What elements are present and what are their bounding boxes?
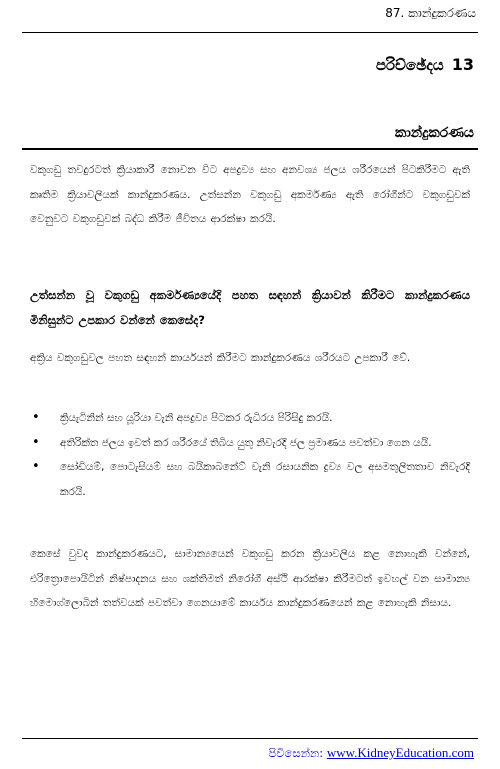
footer (268, 745, 474, 761)
section-rule (22, 148, 478, 150)
answer-intro-paragraph: අක්‍රිය වකුගඩුවල පහත සඳහන් කාර්යයන් කිරීමට කාන්දුකරණය ශරීරයට උපකාරී වේ. (30, 352, 411, 364)
section-title: කාන්දුකරණය (394, 125, 474, 141)
footer-label: පිවිසෙන්න: (268, 746, 324, 760)
intro-paragraph: වකුගඩු තවදුරටත් ක්‍රියාකාරී නොවන විට අපද්‍රව්‍ය සහ අනවශ්‍ය ජලය ශරීරයෙන් පිටකිරීමට ඇති කෘතිම ක්‍රියාවලියක් කාන්දුකරණය. උත්සන්න වකුගඩු අකර්මණ්‍ය ඇති රෝගීන්ට වකුගඩුවක් වෙනුවට වකුගඩුවක් බද්ධ කිරීම ජීවිතය ආරක්ෂා කරයි. (30, 164, 470, 225)
chapter-number: 13 (451, 55, 474, 74)
function-list (30, 406, 470, 504)
bullet-marker: • (32, 434, 40, 450)
list-item-text: අතිරික්ත ජලය ඉවත් කර ශරීරයේ තිබිය යුතු නිවැරදි ජල ප්‍රමාණය පවත්වා ගෙන යයි. (60, 436, 432, 449)
footer-rule (22, 738, 478, 739)
list-item-text: ක්‍රියැටිනින් සහ යූරියා වැනි අපද්‍රව්‍ය පිටකර රුධිරය පිරිසිදු කරයි. (60, 412, 333, 424)
list-item (30, 455, 470, 504)
running-header: 87. කාන්දුකරණය (385, 6, 476, 20)
list-item (30, 406, 470, 431)
list-item-text: සෝඩියම්, පොටැසියම් සහ බයිකාබනේට් වැනි රසායනික ද්‍රව්‍ය වල අසමතුලිතතාව නිවැරදි කරයි. (60, 461, 470, 498)
chapter-heading (376, 55, 474, 74)
website-link[interactable]: www.KidneyEducation.com (326, 745, 474, 760)
bullet-marker: • (32, 459, 40, 474)
question-heading: උත්සන්න වූ වකුගඩු අකර්මණ්‍යයේදි පහත සඳහන් ක්‍රියාවන් කිරීමට කාන්දුකරණය මිනිසුන්ට උපකාර වන්නේ කෙසේද? (30, 288, 470, 327)
list-item (30, 431, 470, 456)
header-rule (22, 32, 478, 33)
chapter-label: පරිච්ඡේදය (375, 56, 444, 74)
closing-paragraph: කෙසේ වුවද කාන්දුකරණයට, සාමාන්‍යයෙන් වකුගඩු කරන ක්‍රියාවලිය කළ නොහැකි වන්නේ, එරිත්‍රොපොයිටින් නිෂ්පාදනය සහ ශක්තිමත් නිරෝගී අස්ථි ආරක්ෂා කිරීමටත් ඉවහල් වන සාමාන්‍ය හිමොග්ලොබින් තත්වයක් පවත්වා ගෙනයාමේ කාර්යය කාන්දුකරණයෙන් කළ නොහැකි නිසාය. (30, 548, 470, 609)
bullet-marker: • (32, 410, 40, 425)
